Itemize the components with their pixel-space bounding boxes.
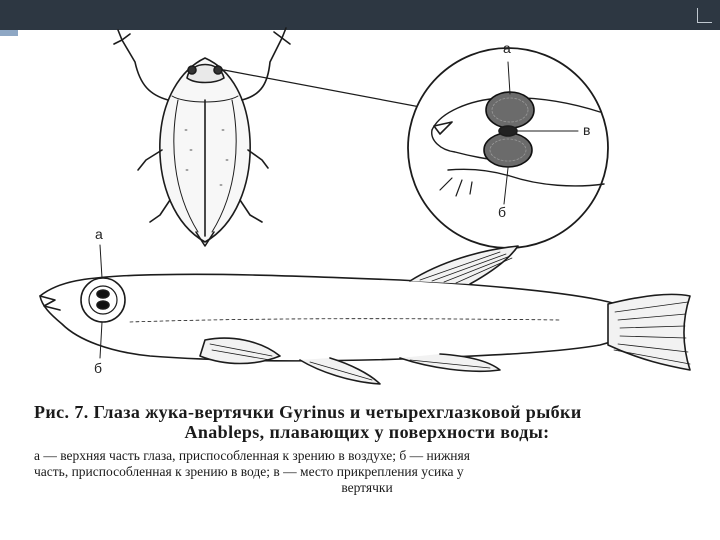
inset-eye-detail [408, 48, 608, 248]
inset-label-b: б [498, 204, 507, 220]
caption-legend-line3: вертячки [341, 480, 393, 495]
caption-legend-line1: а — верхняя часть глаза, приспособленная к зрению в воздухе; б — нижняя [34, 448, 470, 463]
caption-title-line2: Anableps, плавающих у поверхности воды: [184, 422, 550, 442]
figure-caption [34, 402, 700, 496]
caption-legend-line2: часть, приспособленная к зрению в воде; в — место прикрепления усика у [34, 464, 464, 479]
fish-drawing [40, 245, 690, 384]
caption-title [34, 402, 700, 442]
beetle-drawing [114, 28, 290, 246]
inset-label-a: а [503, 40, 511, 56]
caption-title-line1: Рис. 7. Глаза жука-вертячки Gyrinus и четырехглазковой рыбки [34, 402, 582, 422]
caption-legend [34, 448, 700, 496]
inset-label-v: в [583, 122, 591, 138]
fish-label-b: б [94, 360, 103, 376]
fish-label-a: а [95, 226, 103, 242]
